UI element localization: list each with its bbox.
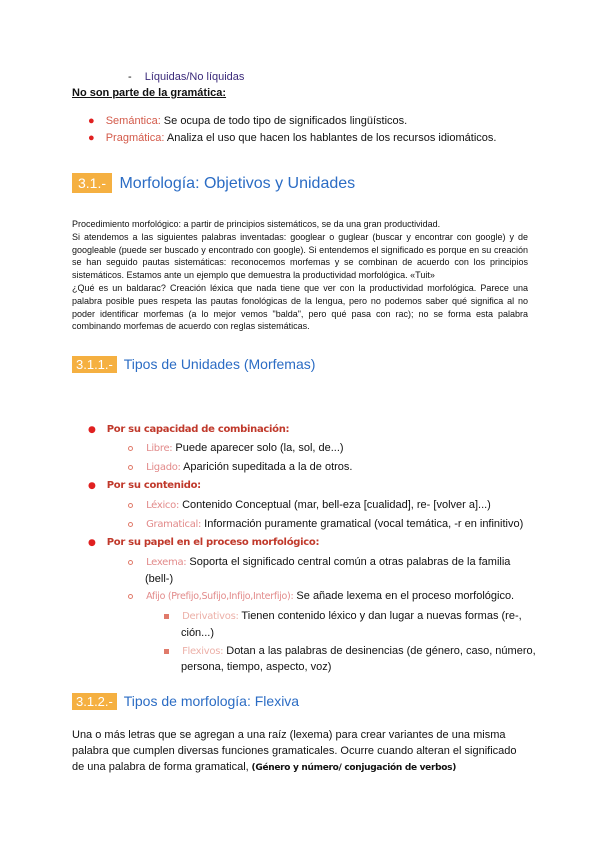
derivativos-text: Tienen contenido léxico y dan lugar a nuevas formas (re-, bbox=[238, 610, 522, 622]
semantica-text: Se ocupa de todo tipo de significados lingüísticos. bbox=[160, 115, 408, 127]
lexema-text: Soporta el significado central común a otras palabras de la familia bbox=[186, 556, 511, 568]
bullet-dot-icon: ● bbox=[88, 481, 96, 491]
para-line: palabra que cumplen diversas funciones gramaticales. Ocurre cuando alteran el significado bbox=[72, 745, 517, 757]
section-number: 3.1.1.- bbox=[72, 356, 117, 373]
afijo-text: Se añade lexema en el proceso morfológico. bbox=[293, 590, 515, 602]
flexivos-text-2: persona, tiempo, aspecto, voz) bbox=[181, 661, 332, 673]
papel-label: Por su papel en el proceso morfológico: bbox=[106, 537, 320, 548]
libre-text: Puede aparecer solo (la, sol, de...) bbox=[172, 442, 344, 454]
no-son-heading: No son parte de la gramática: bbox=[72, 87, 227, 99]
bullet-dot-icon: ● bbox=[88, 132, 95, 144]
bullet-dot-icon: ● bbox=[88, 115, 95, 127]
ligado-term: Ligado: bbox=[146, 462, 181, 473]
lexico-item bbox=[128, 499, 491, 511]
contenido-label: Por su contenido: bbox=[106, 480, 201, 491]
para-line: Si atendemos a las siguientes palabras inventadas: googlear o guglear (buscar y encontrar con google) y de googleable (puede ser buscado y encontrado con google). Si entendemos el significado es porque en su creación se han seguido pautas sistemáticas: reconocemos morfemas y se combinan de acuerdo con los principios sistemáticos. Estamos ante un ejemplo que demuestra la productividad morfológica. «Tuit» bbox=[72, 231, 528, 281]
libre-item bbox=[128, 442, 344, 454]
derivativos-text-2: ción...) bbox=[181, 627, 215, 639]
pragmatica-term: Pragmática: bbox=[105, 132, 165, 144]
section-3-1-2-heading bbox=[72, 693, 299, 709]
bullet-semantica bbox=[88, 115, 407, 127]
afijo-term: Afijo (Prefijo,Sufijo,Infijo,Interfijo): bbox=[146, 591, 294, 602]
lexema-item bbox=[128, 556, 528, 568]
para-line: de una palabra de forma gramatical, bbox=[72, 761, 249, 773]
flexivos-item bbox=[164, 645, 536, 657]
bullet-pragmatica bbox=[88, 132, 496, 144]
gramatical-term: Gramatical: bbox=[146, 519, 202, 530]
libre-term: Libre: bbox=[146, 443, 173, 454]
capacidad-label: Por su capacidad de combinación: bbox=[106, 424, 290, 435]
flexivos-term: Flexivos: bbox=[182, 646, 224, 657]
section-3-1-heading bbox=[72, 175, 355, 193]
pragmatica-text: Analiza el uso que hacen los hablantes de los recursos idiomáticos. bbox=[164, 132, 497, 144]
circle-bullet-icon bbox=[128, 446, 133, 451]
liquidas-text: Líquidas/No líquidas bbox=[144, 71, 245, 83]
circle-bullet-icon bbox=[128, 522, 133, 527]
bullet-dot-icon: ● bbox=[88, 425, 96, 435]
section-title: Morfología: Objetivos y Unidades bbox=[119, 175, 356, 192]
afijo-item bbox=[128, 590, 514, 602]
section-number: 3.1.2.- bbox=[72, 693, 117, 710]
section-3-1-1-heading bbox=[72, 356, 315, 372]
gramatical-item bbox=[128, 518, 523, 530]
section-title: Tipos de morfología: Flexiva bbox=[123, 693, 300, 709]
section-title: Tipos de Unidades (Morfemas) bbox=[123, 356, 316, 372]
gramatical-text: Información puramente gramatical (vocal temática, -r en infinitivo) bbox=[201, 518, 524, 530]
para-line: ¿Qué es un baldarac? Creación léxica que nada tiene que ver con la productividad morfológica. Parece una palabra posible pues respeta las pautas fonológicas de la lengua, pero no podemos saber qué significa al no poder identificar morfemas (a lo mejor vemos "balda", pero qué pasa con rac); no se forma esta palabra combinando morfemas de acuerdo con reglas sistemáticas. bbox=[72, 282, 528, 332]
flexivos-text: Dotan a las palabras de desinencias (de género, caso, número, bbox=[223, 645, 536, 657]
lexico-term: Léxico: bbox=[146, 500, 180, 511]
derivativos-term: Derivativos: bbox=[182, 611, 239, 622]
semantica-term: Semántica: bbox=[105, 115, 161, 127]
bullet-capacidad bbox=[88, 424, 289, 435]
ligado-item bbox=[128, 461, 352, 473]
dash: - bbox=[128, 71, 132, 83]
circle-bullet-icon bbox=[128, 594, 133, 599]
ligado-text: Aparición supeditada a la de otros. bbox=[180, 461, 353, 473]
lexico-text: Contenido Conceptual (mar, bell-eza [cualidad], re- [volver a]...) bbox=[179, 499, 491, 511]
bullet-dot-icon: ● bbox=[88, 538, 96, 548]
para-line: Procedimiento morfológico: a partir de principios sistemáticos, se da una gran productividad. bbox=[72, 219, 441, 229]
circle-bullet-icon bbox=[128, 465, 133, 470]
bullet-contenido bbox=[88, 480, 201, 491]
circle-bullet-icon bbox=[128, 560, 133, 565]
bullet-papel bbox=[88, 537, 319, 548]
dash-item bbox=[128, 71, 244, 83]
circle-bullet-icon bbox=[128, 503, 133, 508]
lexema-text-2: (bell-) bbox=[145, 573, 174, 585]
para-note: (Género y número/ conjugación de verbos) bbox=[248, 763, 457, 773]
square-bullet-icon bbox=[164, 649, 169, 654]
square-bullet-icon bbox=[164, 614, 169, 619]
lexema-term: Lexema: bbox=[146, 557, 187, 568]
paragraph-morfologia bbox=[72, 218, 528, 333]
section-number: 3.1.- bbox=[72, 173, 112, 193]
paragraph-flexiva bbox=[72, 727, 532, 776]
para-line: Una o más letras que se agregan a una raíz (lexema) para crear variantes de una misma bbox=[72, 729, 506, 741]
derivativos-item bbox=[164, 610, 522, 622]
